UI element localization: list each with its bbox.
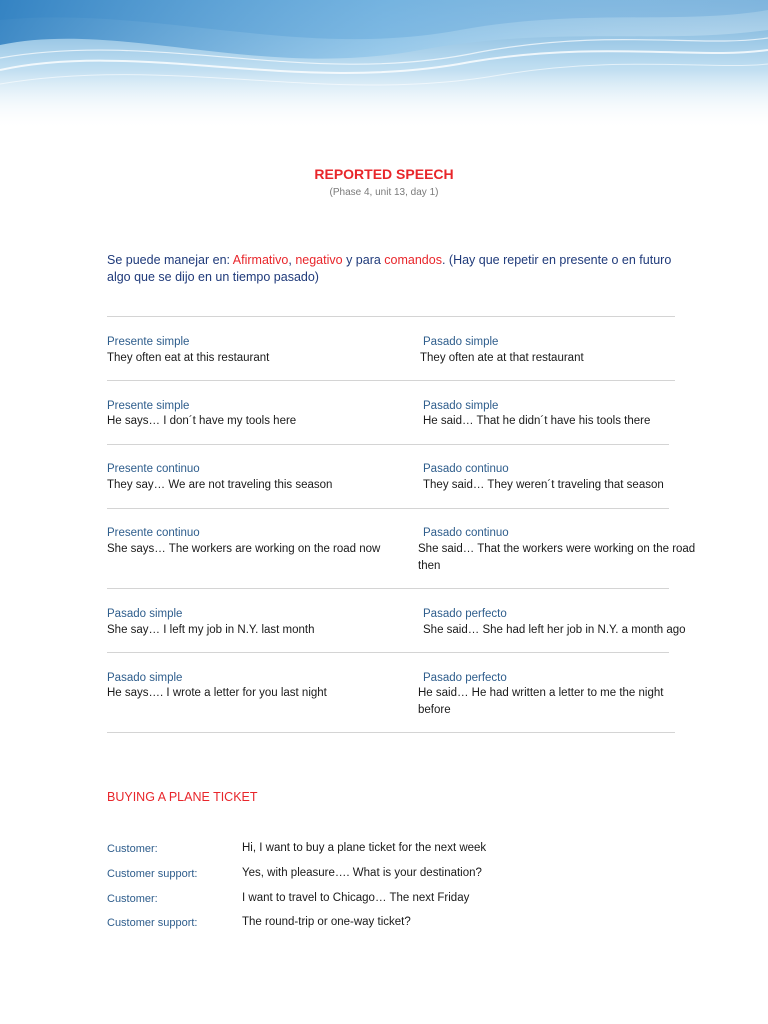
section-title-buying-ticket: BUYING A PLANE TICKET — [107, 790, 258, 804]
dialogue-line: I want to travel to Chicago… The next Friday — [242, 892, 470, 904]
right-sentence: She said… She had left her job in N.Y. a month ago — [423, 624, 686, 636]
dialogue-speaker: Customer support: — [107, 868, 198, 880]
right-tense-label: Pasado simple — [423, 336, 499, 348]
intro-afirmativo: Afirmativo — [232, 253, 289, 267]
right-sentence: He said… That he didn´t have his tools there — [423, 415, 651, 427]
right-tense-label: Pasado perfecto — [423, 672, 507, 684]
left-tense-label: Pasado simple — [107, 672, 183, 684]
divider — [107, 732, 675, 733]
intro-negativo: negativo — [295, 253, 343, 267]
intro-text: y para — [342, 253, 385, 267]
page-title: REPORTED SPEECH — [314, 166, 454, 182]
header-wave-banner — [0, 0, 768, 130]
divider — [107, 380, 675, 381]
right-sentence: He said… He had written a letter to me the night before — [418, 687, 664, 716]
left-tense-label: Presente simple — [107, 400, 190, 412]
dialogue-speaker: Customer: — [107, 893, 158, 905]
right-tense-label: Pasado continuo — [423, 527, 509, 539]
right-tense-label: Pasado continuo — [423, 463, 509, 475]
left-sentence: They say… We are not traveling this season — [107, 479, 333, 491]
page-subtitle: (Phase 4, unit 13, day 1) — [329, 187, 439, 198]
left-sentence: He says… I don´t have my tools here — [107, 415, 297, 427]
right-sentence: She said… That the workers were working on the road then — [418, 543, 696, 572]
dialogue-line: Hi, I want to buy a plane ticket for the next week — [242, 842, 487, 854]
left-tense-label: Presente continuo — [107, 463, 200, 475]
dialogue-line: The round-trip or one-way ticket? — [242, 916, 411, 928]
dialogue-speaker: Customer: — [107, 843, 158, 855]
divider — [107, 588, 669, 589]
divider — [107, 508, 669, 509]
left-tense-label: Presente continuo — [107, 527, 200, 539]
dialogue-line: Yes, with pleasure…. What is your destination? — [242, 867, 482, 879]
intro-comandos: comandos — [384, 253, 442, 267]
intro-comma: , — [288, 253, 296, 267]
intro-text: . (Hay que repetir en presente o en futuro algo que se dijo en un tiempo pasado) — [107, 253, 672, 284]
divider — [107, 444, 669, 445]
dialogue-speaker: Customer support: — [107, 917, 198, 929]
left-sentence: They often eat at this restaurant — [107, 352, 270, 364]
intro-text: Se puede manejar en: — [107, 253, 233, 267]
left-tense-label: Pasado simple — [107, 608, 183, 620]
right-tense-label: Pasado perfecto — [423, 608, 507, 620]
divider — [107, 652, 669, 653]
left-tense-label: Presente simple — [107, 336, 190, 348]
left-sentence: She say… I left my job in N.Y. last month — [107, 624, 315, 636]
intro-paragraph — [107, 252, 697, 286]
left-sentence: He says…. I wrote a letter for you last night — [107, 687, 327, 699]
divider — [107, 316, 675, 317]
left-sentence: She says… The workers are working on the road now — [107, 543, 381, 555]
right-tense-label: Pasado simple — [423, 400, 499, 412]
right-sentence: They said… They weren´t traveling that season — [423, 479, 664, 491]
right-sentence: They often ate at that restaurant — [420, 352, 584, 364]
